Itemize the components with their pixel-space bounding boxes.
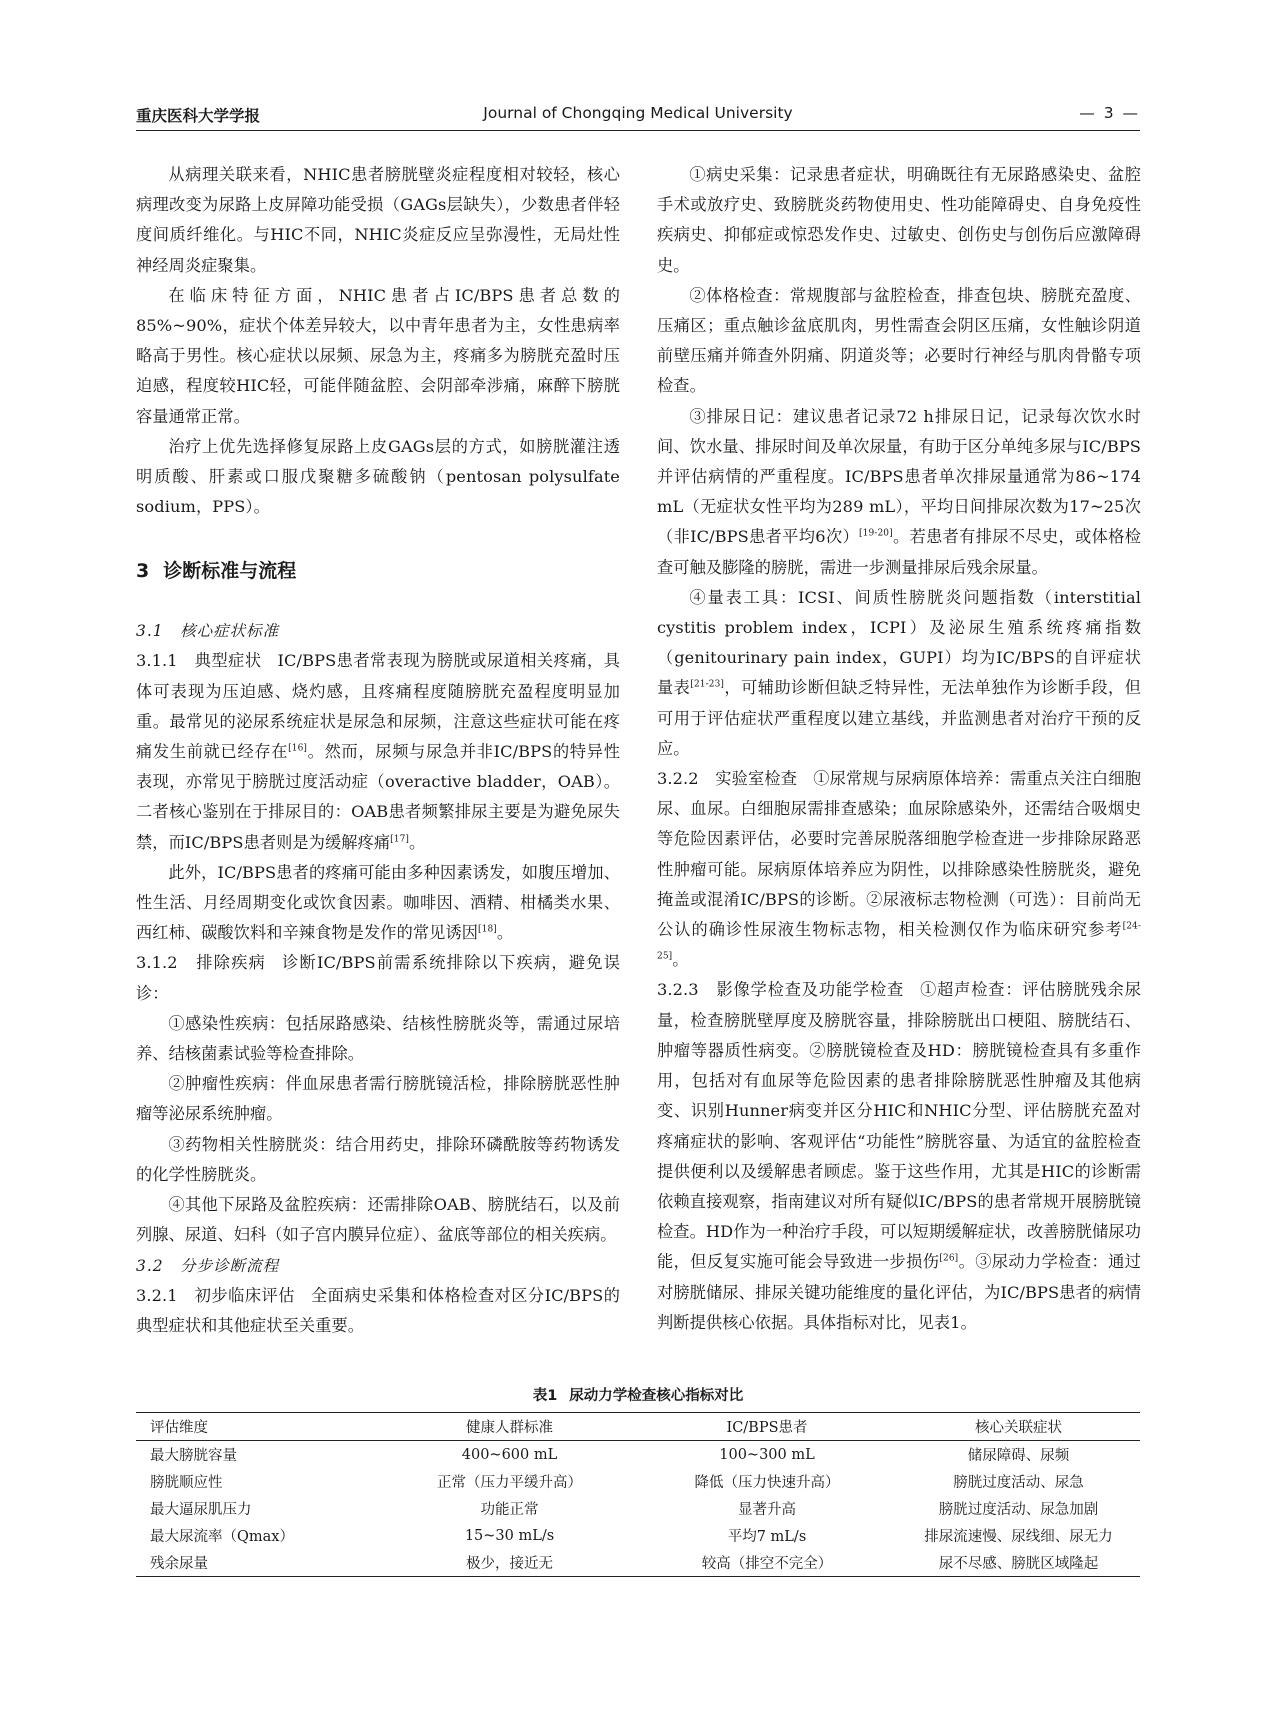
column-header: 健康人群标准: [466, 1420, 553, 1436]
table-cell: 最大膀胱容量: [150, 1448, 237, 1464]
list-item-scales: ④量表工具：ICSI、间质性膀胱炎问题指数（interstitial cystitis problem index，ICPI）及泌尿生殖系统疼痛指数（genitourinary pain index，GUPI）均为IC/BPS的自评症状量表[21-23]，可辅助诊断但缺乏特异性，无法单独作为诊断手段，但可用于评估症状严重程度以建立基线，并监测患者对治疗干预的反应。: [657, 587, 1141, 758]
table-cell: 膀胱过度活动、尿急加剧: [938, 1502, 1099, 1518]
page-number: — 3 —: [1079, 104, 1140, 122]
table-cell: 功能正常: [480, 1502, 539, 1518]
citation: [24-25]: [657, 921, 1141, 962]
table-cell: 最大尿流率（Qmax）: [150, 1529, 294, 1545]
header-rule: [136, 130, 1140, 131]
table-header-row: [136, 1413, 1140, 1441]
paragraph-3-2-3: 3.2.3 影像学检查及功能学检查 ①超声检查：评估膀胱残余尿量，检查膀胱壁厚度及膀胱容量，排除膀胱出口梗阻、膀胱结石、肿瘤等器质性病变。②膀胱镜检查及HD：膀胱镜检查具有多重作用，包括对有血尿等危险因素的患者排除膀胱恶性肿瘤及其他病变、识别Hunner病变并区分HIC和NHIC分型、评估膀胱充盈对疼痛症状的影响、客观评估“功能性”膀胱容量、为适宜的盆腔检查提供便利以及缓解患者顾虑。鉴于这些作用，尤其是HIC的诊断需依赖直接观察，指南建议对所有疑似IC/BPS的患者常规开展膀胱镜检查。HD作为一种治疗手段，可以短期缓解症状，改善膀胱储尿功能，但反复实施可能会导致进一步损伤[26]。③尿动力学检查：通过对膀胱储尿、排尿关键功能维度的量化评估，为IC/BPS患者的病情判断提供核心依据。具体指标对比，见表1。: [657, 980, 1141, 1332]
citation: [19-20]: [859, 529, 893, 540]
list-item-exclusion: ①感染性疾病：包括尿路感染、结核性膀胱炎等，需通过尿培养、结核菌素试验等检查排除。: [136, 1013, 620, 1064]
table-row: [136, 1522, 1140, 1549]
subsection-heading-3-1: 3.1 核心症状标准: [136, 622, 280, 641]
table-cell: 较高（排空不完全）: [701, 1556, 833, 1572]
left-column: [136, 160, 620, 1341]
table-caption: [136, 1384, 1140, 1405]
table-cell: 400~600 mL: [461, 1446, 558, 1463]
paragraph-3-2-1: 3.2.1 初步临床评估 全面病史采集和体格检查对区分IC/BPS的典型症状和其他症状至关重要。: [136, 1285, 621, 1335]
citation: [26]: [939, 1253, 959, 1264]
table-cell: 排尿流速慢、尿线细、尿无力: [924, 1529, 1113, 1545]
subsubsection-heading: 3.1.1 典型症状: [136, 651, 262, 671]
list-item-physical-exam: ②体格检查：常规腹部与盆腔检查，排查包块、膀胱充盈度、压痛区；重点触诊盆底肌肉，男性需查会阴区压痛，女性触诊阴道前壁压痛并筛查外阴痛、阴道炎等；必要时行神经与肌肉骨骼专项检查。: [657, 285, 1141, 396]
table-row: [136, 1495, 1140, 1522]
table-title: 尿动力学检查核心指标对比: [569, 1388, 744, 1404]
table-cell: 显著升高: [738, 1502, 796, 1518]
citation: [18]: [478, 924, 497, 935]
column-header: 评估维度: [150, 1420, 208, 1436]
table-label: 表1: [532, 1388, 558, 1404]
right-column: [657, 160, 1141, 1338]
paragraph-3-2-2: 3.2.2 实验室检查 ①尿常规与尿病原体培养：需重点关注白细胞尿、血尿。白细胞尿需排查感染；血尿除感染外，还需结合吸烟史等危险因素评估，必要时完善尿脱落细胞学检查进一步排除尿路恶性肿瘤可能。尿病原体培养应为阴性，以排除感染性膀胱炎，避免掩盖或混淆IC/BPS的诊断。②尿液标志物检测（可选）：目前尚无公认的确诊性尿液生物标志物，相关检测仅作为临床研究参考[24-25]。: [657, 769, 1142, 970]
urodynamics-table: [136, 1412, 1140, 1577]
section-title: 诊断标准与流程: [163, 560, 297, 583]
subsubsection-heading: 3.2.1 初步临床评估: [136, 1285, 295, 1305]
paragraph-triggers: 此外，IC/BPS患者的疼痛可能由多种因素诱发，如腹压增加、性生活、月经周期变化或饮食因素。咖啡因、酒精、柑橘类水果、西红柿、碳酸饮料和辛辣食物是发作的常见诱因[18]。: [136, 862, 620, 943]
citation: [17]: [390, 834, 410, 845]
table-cell: 膀胱顺应性: [150, 1475, 223, 1491]
journal-name-en: Journal of Chongqing Medical University: [483, 104, 793, 122]
table-cell: 最大逼尿肌压力: [150, 1502, 252, 1518]
table-cell: 正常（压力平缓升高）: [437, 1475, 582, 1491]
table-row: [136, 1468, 1140, 1495]
paragraph-3-1-1: 3.1.1 典型症状 IC/BPS患者常表现为膀胱或尿道相关疼痛，具体可表现为压迫感、烧灼感，且疼痛程度随膀胱充盈程度明显加重。最常见的泌尿系统症状是尿急和尿频，注意这些症状可能在疼痛发生前就已经存在[16]。然而，尿频与尿急并非IC/BPS的特异性表现，亦常见于膀胱过度活动症（overactive bladder，OAB）。二者核心鉴别在于排尿目的：OAB患者频繁排尿主要是为避免尿失禁，而IC/BPS患者则是为缓解疼痛[17]。: [136, 651, 620, 852]
table-cell: 100~300 mL: [719, 1446, 815, 1463]
table-cell: 储尿障碍、尿频: [967, 1448, 1070, 1464]
column-header: 核心关联症状: [975, 1420, 1062, 1436]
column-header: IC/BPS患者: [726, 1420, 808, 1436]
list-item-exclusion: ③药物相关性膀胱炎：结合用药史，排除环磷酰胺等药物诱发的化学性膀胱炎。: [136, 1134, 620, 1184]
table-cell: 膀胱过度活动、尿急: [953, 1475, 1084, 1491]
section-heading-3: [136, 558, 620, 584]
citation: [21-23]: [690, 680, 725, 691]
table-row: [136, 1549, 1140, 1577]
list-item-exclusion: ②肿瘤性疾病：伴血尿患者需行膀胱镜活检，排除膀胱恶性肿瘤等泌尿系统肿瘤。: [136, 1074, 620, 1124]
journal-name-cn: 重庆医科大学学报: [136, 107, 261, 125]
subsection-heading-3-2: 3.2 分步诊断流程: [136, 1256, 280, 1275]
paragraph-pathology: 从病理关联来看，NHIC患者膀胱壁炎症程度相对较轻，核心病理改变为尿路上皮屏障功能受损（GAGs层缺失），少数患者伴轻度间质纤维化。与HIC不同，NHIC炎症反应呈弥漫性，无局灶性神经周炎症聚集。: [136, 165, 620, 275]
list-item-voiding-diary: ③排尿日记：建议患者记录72 h排尿日记，记录每次饮水时间、饮水量、排尿时间及单次尿量，有助于区分单纯多尿与IC/BPS并评估病情的严重程度。IC/BPS患者单次排尿量通常为86~174 mL（无症状女性平均为289 mL），平均日间排尿次数为17~25次（非IC/BPS患者平均6次）[19-20]。若患者有排尿不尽史，或体格检查可触及膨隆的膀胱，需进一步测量排尿后残余尿量。: [657, 406, 1141, 577]
table-cell: 极少，接近无: [466, 1556, 553, 1572]
running-header: [136, 104, 1140, 130]
list-item-history: ①病史采集：记录患者症状，明确既往有无尿路感染史、盆腔手术或放疗史、致膀胱炎药物使用史、性功能障碍史、自身免疫性疾病史、抑郁症或惊恐发作史、过敏史、创伤史与创伤后应激障碍史。: [657, 165, 1141, 275]
subsubsection-heading: 3.2.3 影像学检查及功能学检查: [657, 980, 905, 1000]
table-cell: 平均7 mL/s: [727, 1529, 807, 1545]
table-cell: 尿不尽感、膀胱区域隆起: [938, 1556, 1099, 1572]
table-cell: 15~30 mL/s: [464, 1527, 555, 1544]
table-cell: 降低（压力快速升高）: [694, 1475, 840, 1491]
subsubsection-heading: 3.2.2 实验室检查: [657, 769, 798, 789]
table-cell: 残余尿量: [150, 1556, 208, 1572]
paragraph-3-1-2: 3.1.2 排除疾病 诊断IC/BPS前需系统排除以下疾病，避免误诊：: [136, 953, 620, 1003]
paragraph-clinical: 在临床特征方面，NHIC患者占IC/BPS患者总数的85%~90%，症状个体差异较大，以中青年患者为主，女性患病率略高于男性。核心症状以尿频、尿急为主，疼痛多为膀胱充盈时压迫感，程度较HIC轻，可能伴随盆腔、会阴部牵涉痛，麻醉下膀胱容量通常正常。: [136, 285, 620, 426]
list-item-exclusion: ④其他下尿路及盆腔疾病：还需排除OAB、膀胱结石，以及前列腺、尿道、妇科（如子宫内膜异位症）、盆底等部位的相关疾病。: [136, 1195, 620, 1245]
citation: [16]: [288, 743, 308, 754]
section-number: 3: [136, 560, 150, 583]
subsubsection-heading: 3.1.2 排除疾病: [136, 953, 267, 973]
paragraph-treatment: 治疗上优先选择修复尿路上皮GAGs层的方式，如膀胱灌注透明质酸、肝素或口服戊聚糖多硫酸钠（pentosan polysulfate sodium，PPS）。: [136, 436, 620, 517]
table-row: [136, 1441, 1140, 1469]
